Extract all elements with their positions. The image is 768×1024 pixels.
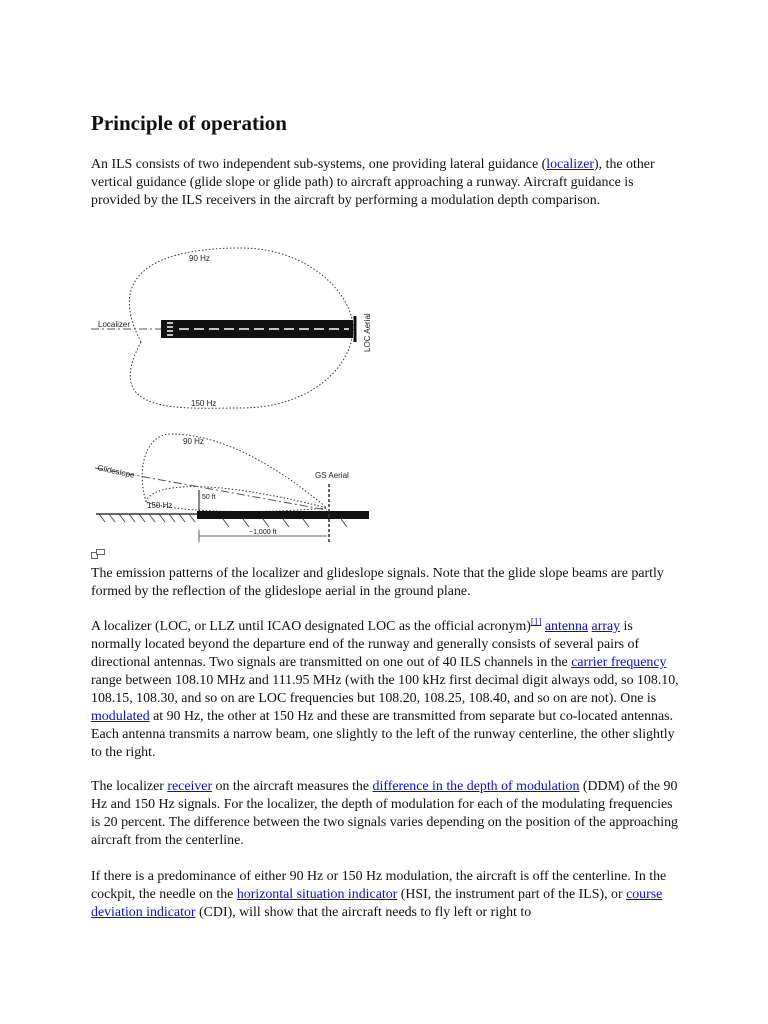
antenna-link[interactable]: antenna <box>544 619 589 634</box>
receiver-paragraph: The localizer receiver on the aircraft measures the difference in the depth of modulation (DDM) of the 90 Hz and 150 Hz signals. For the localizer, the depth of modulation for each of the modulating frequencies is 20 percent. The difference between the two signals varies depending on the position of the approaching aircraft from the centerline. <box>91 779 678 848</box>
localizer-150hz-label: 150 Hz <box>191 399 217 408</box>
glideslope-diagram <box>91 428 381 546</box>
glideslope-side-label: Glideslope <box>96 463 136 480</box>
section-heading: Principle of operation <box>91 111 287 135</box>
glideslope-90hz-lobe <box>142 434 327 508</box>
array-link[interactable]: array <box>591 619 621 634</box>
localizer-150hz-lobe <box>130 328 353 408</box>
localizer-diagram <box>91 246 391 412</box>
gs-aerial-label: GS Aerial <box>315 471 349 480</box>
figure-caption: The emission patterns of the localizer and glideslope signals. Note that the glide slope beams are partly formed by the reflection of the glideslope aerial in the ground plane. <box>91 566 664 599</box>
citation-link[interactable]: [1] <box>530 616 542 627</box>
localizer-side-label: Localizer <box>98 320 131 329</box>
hsi-link[interactable]: horizontal situation indicator <box>236 887 398 902</box>
ddm-link[interactable]: difference in the depth of modulation <box>372 779 580 794</box>
glideslope-runway <box>197 511 369 519</box>
height-label: 50 ft <box>202 494 216 501</box>
loc-aerial-label: LOC Aerial <box>363 313 372 352</box>
localizer-90hz-label: 90 Hz <box>189 254 210 263</box>
distance-label: ~1,000 ft <box>249 529 277 536</box>
glideslope-90hz-label: 90 Hz <box>183 437 204 446</box>
cdi-link[interactable]: course deviation indicator <box>91 887 663 920</box>
glideslope-150hz-lobe <box>146 487 327 512</box>
localizer-paragraph: A localizer (LOC, or LLZ until ICAO designated LOC as the official acronym)[1] antenna array is normally located beyond the departure end of the runway and generally consists of several pairs of directional antennas. Two signals are transmitted on one out of 40 ILS channels in the carrier frequency range between 108.10 MHz and 111.95 MHz (with the 100 kHz first decimal digit always odd, so 108.10, 108.15, 108.30, and so on are LOC frequencies but 108.20, 108.25, 108.40, and so on are not). One is modulated at 90 Hz, the other at 150 Hz and these are transmitted from separate but co-located antennas. Each antenna transmits a narrow beam, one slightly to the left of the runway centerline, the other slightly to the right. <box>91 616 679 760</box>
enlarge-icon[interactable] <box>91 546 105 564</box>
carrier-frequency-link[interactable]: carrier frequency <box>571 655 667 670</box>
glideslope-150hz-label: 150 Hz <box>147 501 173 510</box>
receiver-link[interactable]: receiver <box>167 779 213 794</box>
modulated-link[interactable]: modulated <box>91 709 150 724</box>
deviation-paragraph: If there is a predominance of either 90 Hz or 150 Hz modulation, the aircraft is off the centerline. In the cockpit, the needle on the horizontal situation indicator (HSI, the instrument part of the ILS), or course deviation indicator (CDI), will show that the aircraft needs to fly left or right to <box>91 869 667 920</box>
intro-paragraph: An ILS consists of two independent sub-systems, one providing lateral guidance (localizer), the other vertical guidance (glide slope or glide path) to aircraft approaching a runway. Aircraft guidance is provided by the ILS receivers in the aircraft by performing a modulation depth comparison. <box>91 157 655 208</box>
localizer-link[interactable]: localizer <box>546 157 595 172</box>
